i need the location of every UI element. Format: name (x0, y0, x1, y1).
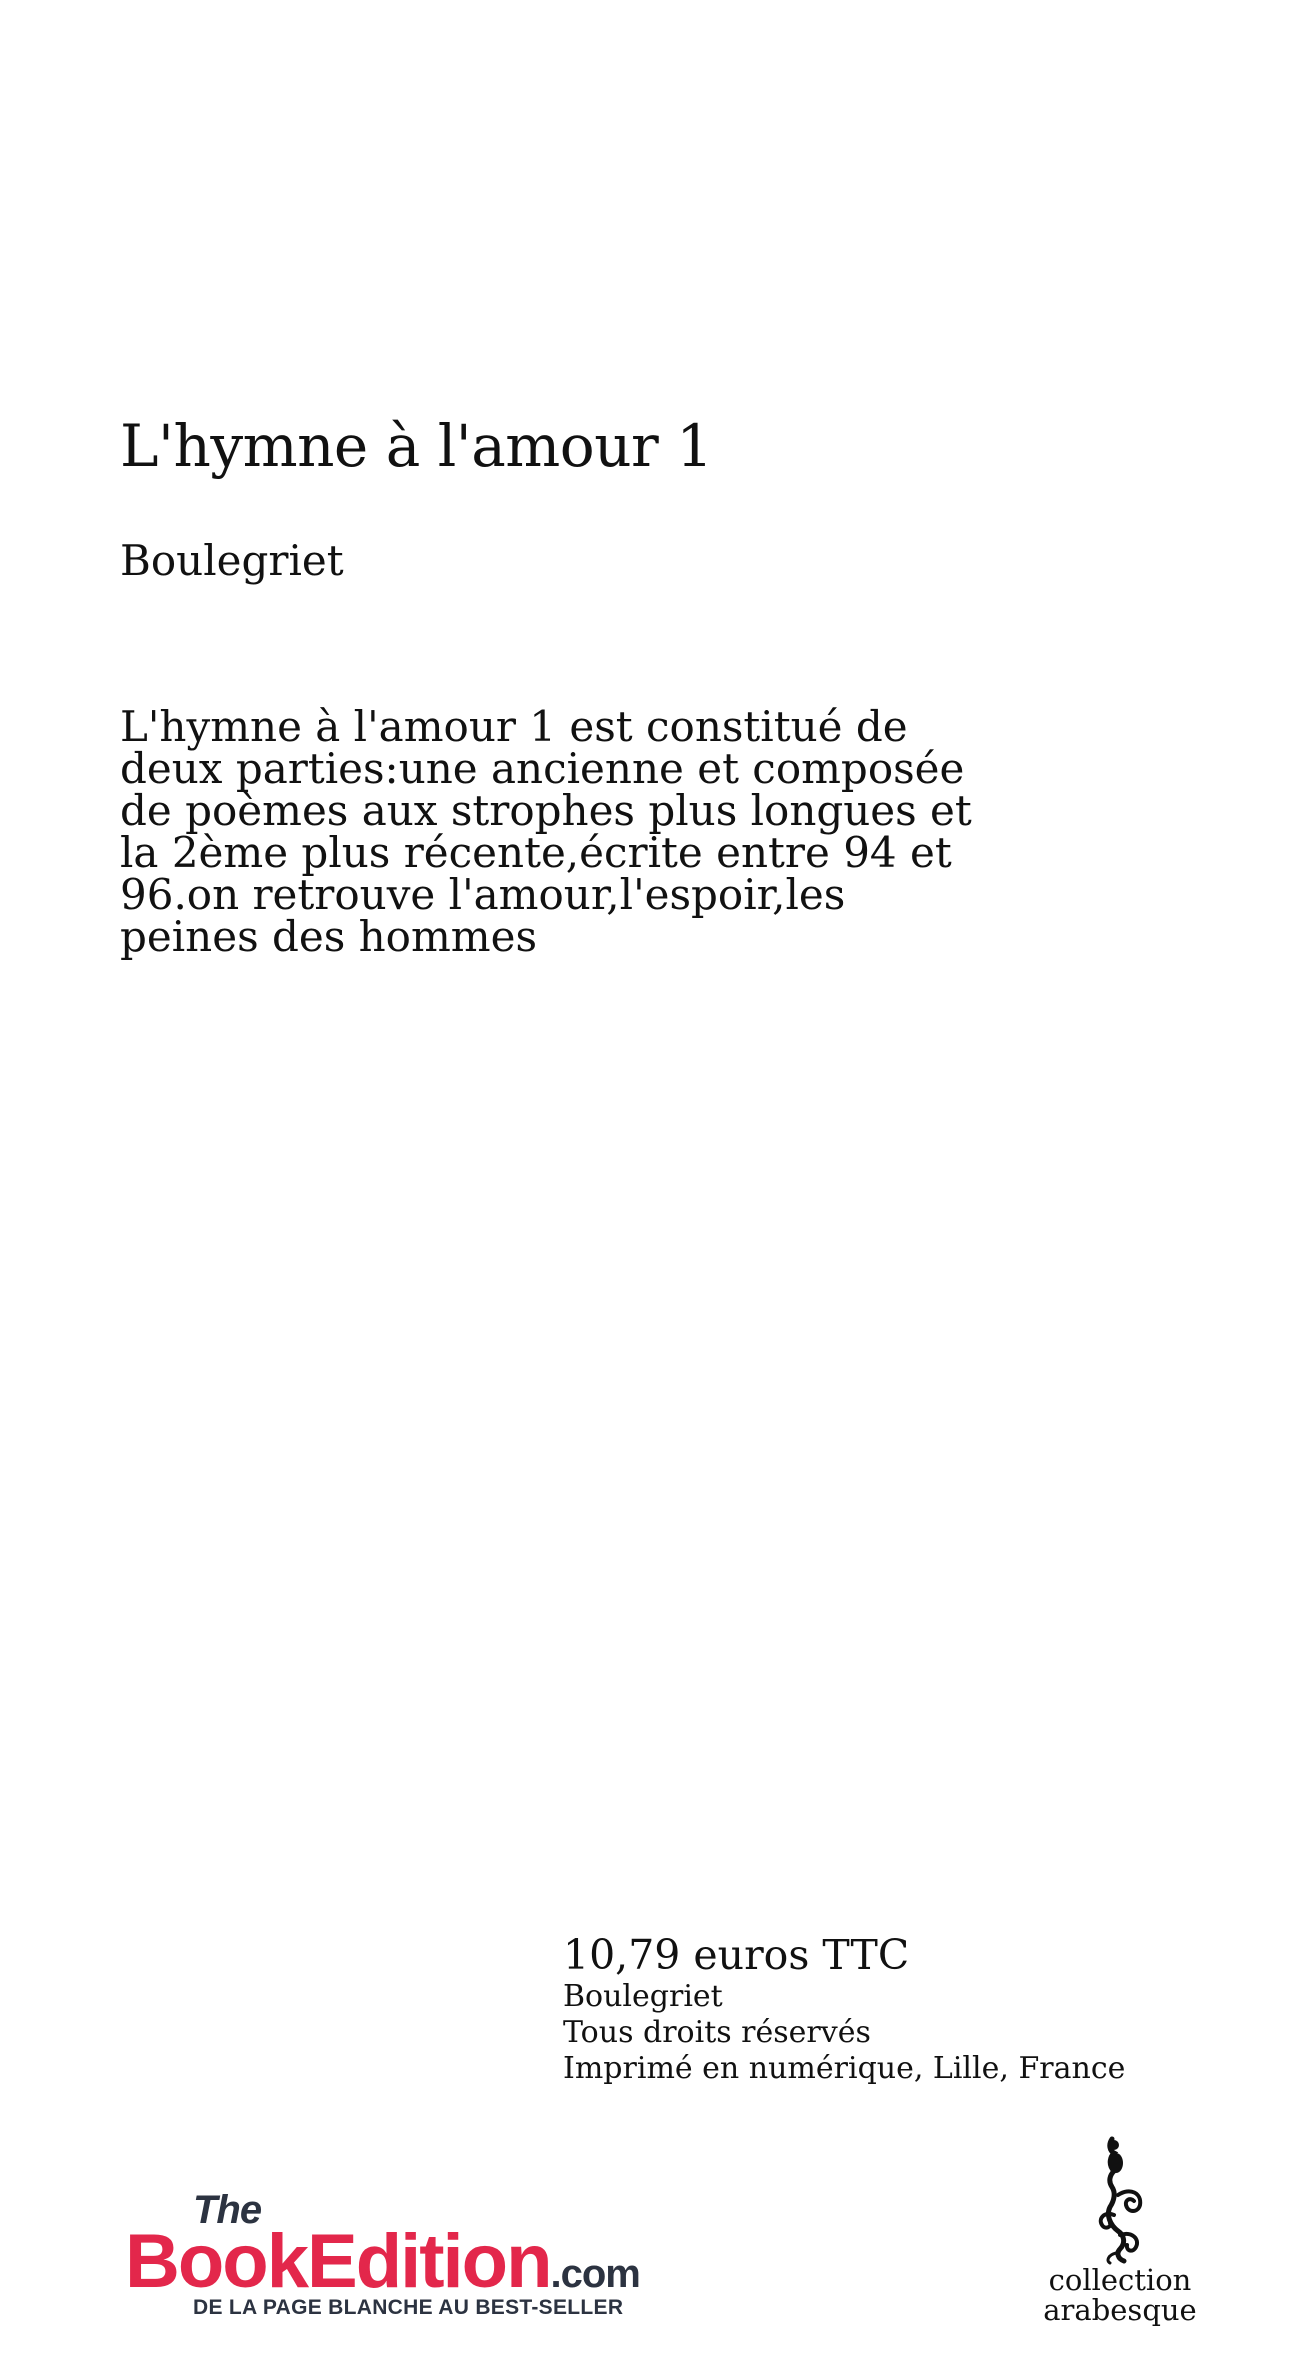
logo-the: The (193, 2188, 262, 2232)
book-author: Boulegriet (120, 536, 344, 585)
book-title: L'hymne à l'amour 1 (120, 412, 713, 480)
blurb-line: L'hymne à l'amour 1 est constitué de (120, 702, 908, 751)
blurb-line: deux parties:une ancienne et composée (120, 744, 965, 793)
book-blurb (120, 702, 1000, 961)
bookedition-logo (125, 2188, 715, 2328)
arabesque-ornament-icon (1080, 2135, 1160, 2265)
blurb-line: la 2ème plus récente,écrite entre 94 et (120, 828, 952, 877)
logo-wordmark (125, 2218, 640, 2305)
collection-arabesque (1040, 2135, 1200, 2340)
logo-main: BookEdition (125, 2219, 551, 2304)
publication-info (563, 1932, 1263, 2087)
logo-domain: .com (550, 2252, 640, 2296)
print-notice: Imprimé en numérique, Lille, France (563, 2051, 1126, 2087)
collection-line-2: arabesque (1043, 2293, 1197, 2327)
logo-tagline: DE LA PAGE BLANCHE AU BEST-SELLER (193, 2296, 624, 2319)
blurb-line: 96.on retrouve l'amour,l'espoir,les (120, 870, 846, 919)
info-author: Boulegriet (563, 1979, 723, 2015)
collection-line-1: collection (1048, 2263, 1192, 2297)
blurb-line: peines des hommes (120, 912, 538, 961)
blurb-line: de poèmes aux strophes plus longues et (120, 786, 972, 835)
rights-notice: Tous droits réservés (563, 2015, 871, 2051)
price: 10,79 euros TTC (563, 1931, 910, 1979)
